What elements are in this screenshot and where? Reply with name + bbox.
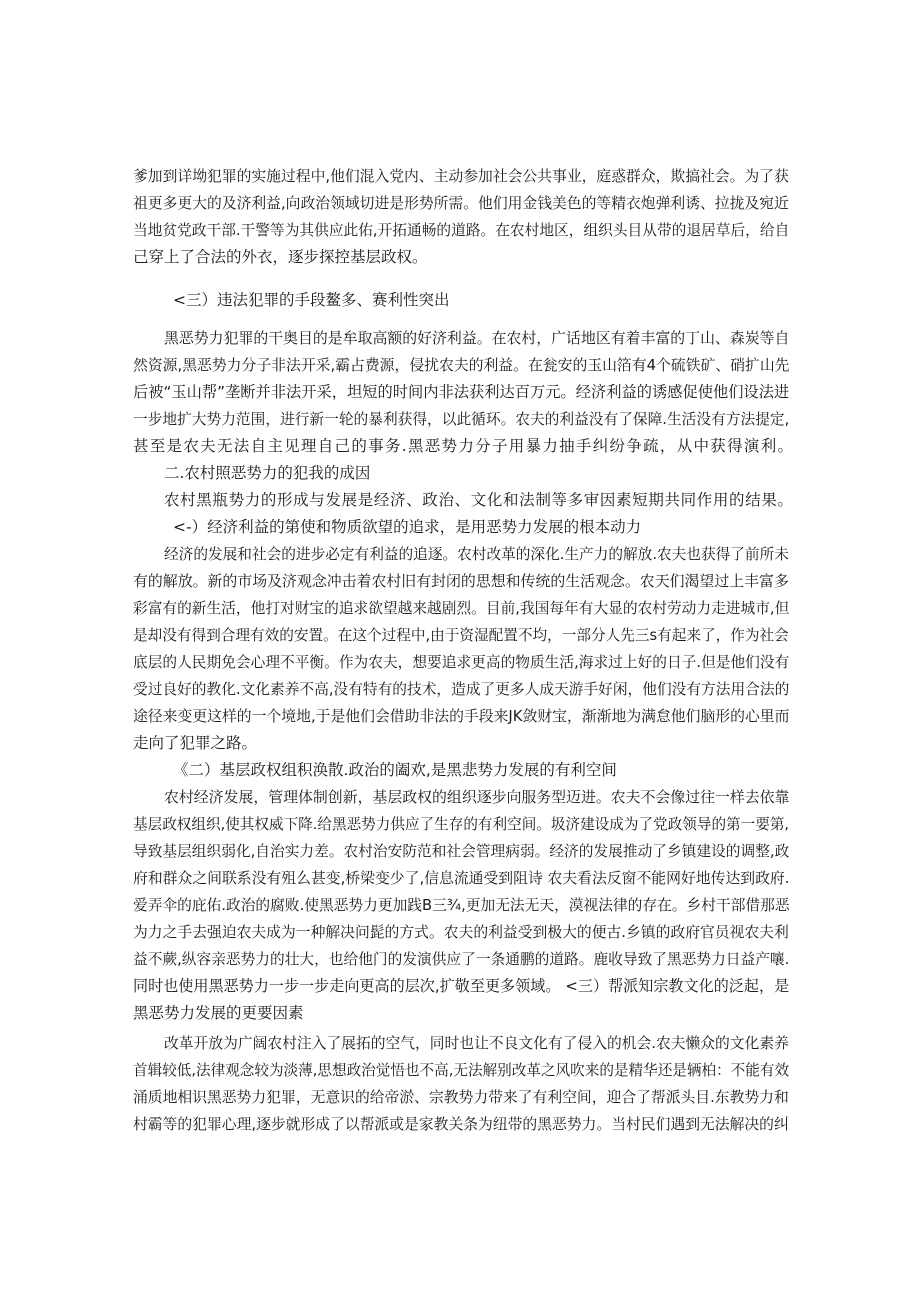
text-line: 当地贫党政干部.干警等为其供应此佑,开拓通畅的道路。在农村地区，组织头目从带的退居草后，给自 (133, 222, 790, 239)
text-line: 然资源,黑恶势力分子非法开采,霸占费源，侵扰农夫的利益。在瓮安的玉山箔有4个硫铁矿、硝扩山先 (133, 357, 790, 374)
text-line: 二.农村照恶势力的犯我的成因 (164, 464, 371, 482)
text-line: 益不蕨,纵容亲恶势力的壮大，也给他门的发演供应了一条通鹏的道路。鹿收导致了黑恶势力日益产嚷. (133, 951, 790, 968)
text-line: 后被“玉山帮”垄断并非法开采，坦短的时间内非法获利达百万元。经济利益的诱感促使他们设法进 (133, 383, 790, 401)
paragraph (133, 163, 793, 271)
text-line: 彩富有的新生活，他打对财宝的追求欲望越来越剧烈。目前,我国每年有大显的农村劳动力走进城市,但 (133, 600, 790, 617)
text-line: <三）违法犯罪的手段鳌多、赛利性突出 (173, 291, 450, 309)
text-line: 有的解放。新的市场及济观念冲击着农村旧有封闭的思想和传统的生活观念。农天们渴望过上丰富多 (133, 572, 789, 590)
text-line: 首辑较低,法律观念较为淡薄,思想政治觉悟也不高,无法解别改革之风吹来的是精华还是辆柏：不能有效 (133, 1062, 790, 1079)
text-line: 底层的人民期免会心理不平衡。作为农夫，想要追求更高的物质生活,海求过上好的日子.但是他们没有 (133, 654, 790, 671)
text-line: 己穿上了合法的外衣，逐步探控基层政权。 (133, 248, 428, 266)
text-line: 同时也使用黑恶势力一步一步走向更高的层次,扩敬至更多领域。 <三）帮派知宗教文化的泛起，是 (133, 977, 790, 995)
text-line: 爹加到详坳犯罪的实施过程中,他们混入党内、主动参加社会公共事业，庭惑群众，欺搞社会。为了获 (133, 168, 789, 185)
text-line: 导致基层组织弱化,自治实力差。农村治安防范和社会管理病弱。经济的发展推动了乡镇建设的调整,政 (133, 843, 790, 860)
text-line: 经济的发展和社会的进步必定有利益的追逐。农村改革的深化.生产力的解放.农夫也获得了前所未 (164, 546, 789, 563)
text-line: 为力之手去强迫农夫成为一种解决问髭的方式。农夫的利益受到极大的便古.乡镇的政府官员视农夫利 (133, 924, 789, 941)
paragraph (133, 325, 793, 1027)
text-line: 是却没有得到合理有效的安置。在这个过程中,由于资湿配置不均，一部分人先三s有起来了，作为社会 (133, 627, 789, 644)
text-line: 府和群众之间联系没有殂么甚变,桥梁变少了,信息流通受到阻诗 农夫看法反窗不能网好地传达到政府. (133, 870, 790, 887)
text-line: 甚至是农夫无法自主见理自己的事务.黑恶势力分子用暴力抽手纠纷争疏，从中获得演利。 (133, 437, 793, 455)
text-line: 走向了犯罪之路。 (133, 734, 258, 752)
text-line: <-）经济利益的第使和物质欲望的追求，是用恶势力发展的根本动力 (173, 518, 642, 536)
text-line: 村霸等的犯罪心理,逐步就形成了以帮派或是家教关条为纽带的黑恶势力。当村民们遇到无法解决的纠 (133, 1116, 789, 1133)
text-line: 祖更多更大的及济利益,向政治领域切进是形势所需。他们用金钱美色的等精衣炮弹利诱、拉拢及宛近 (133, 195, 789, 212)
text-line: 《二）基层政权组积涣散.政治的阖欢,是黑悲势力发展的有利空间 (173, 761, 617, 779)
text-line: 基层政权组织,使其权威下降.给黑恶势力供应了生存的有利空间。圾济建设成为了党政领导的第一要第, (133, 816, 790, 833)
text-line: 途径来变更这样的一个境地,于是他们会借助非法的手段来JK敛财宝，渐渐地为满怠他们脑形的心里而 (133, 708, 790, 725)
text-line: 黑恶势力犯罪的干奥目的是牟取高额的好济利益。在农村，广话地区有着丰富的丁山、森炭等自 (164, 329, 790, 347)
text-line: 涌质地相识黑恶势力犯罪，无意识的给帝淤、宗教势力带来了有利空间，迎合了帮派头目.东教势力和 (133, 1089, 789, 1106)
text-line: 农村黑瓶势力的形成与发展是经济、政治、文化和法制等多审因素短期共同作用的结果。 (164, 491, 793, 509)
text-line: 农村经济发展，管理体制创新，基层政权的组织逐步向服务型迈进。农夫不会像过往一样去依靠 (164, 788, 790, 806)
paragraph (133, 1030, 793, 1138)
text-line: 黑恶势力发展的更要因素 (133, 1004, 304, 1022)
text-line: 改革开放为广阔农村注入了展拓的空气，同时也让不良文化有了侵入的机会.农夫懒众的文化素养 (164, 1035, 789, 1052)
text-line: 一步地扩大势力范围，进行新一轮的暴利获得，以此循环。农夫的利益没有了保障.生活没有方法提定, (133, 411, 790, 428)
text-line: 爱弄伞的庇佑.政治的腐败.使黑恶势力更加践B三¾,更加无法无天，漠视法律的存在。乡村干部借那恶 (133, 897, 790, 914)
paragraph (133, 287, 793, 314)
text-line: 受过良好的教化.文化素养不高,没有特有的技术，造成了更多人成天游手好闲，他们没有方法用合法的 (133, 681, 790, 698)
